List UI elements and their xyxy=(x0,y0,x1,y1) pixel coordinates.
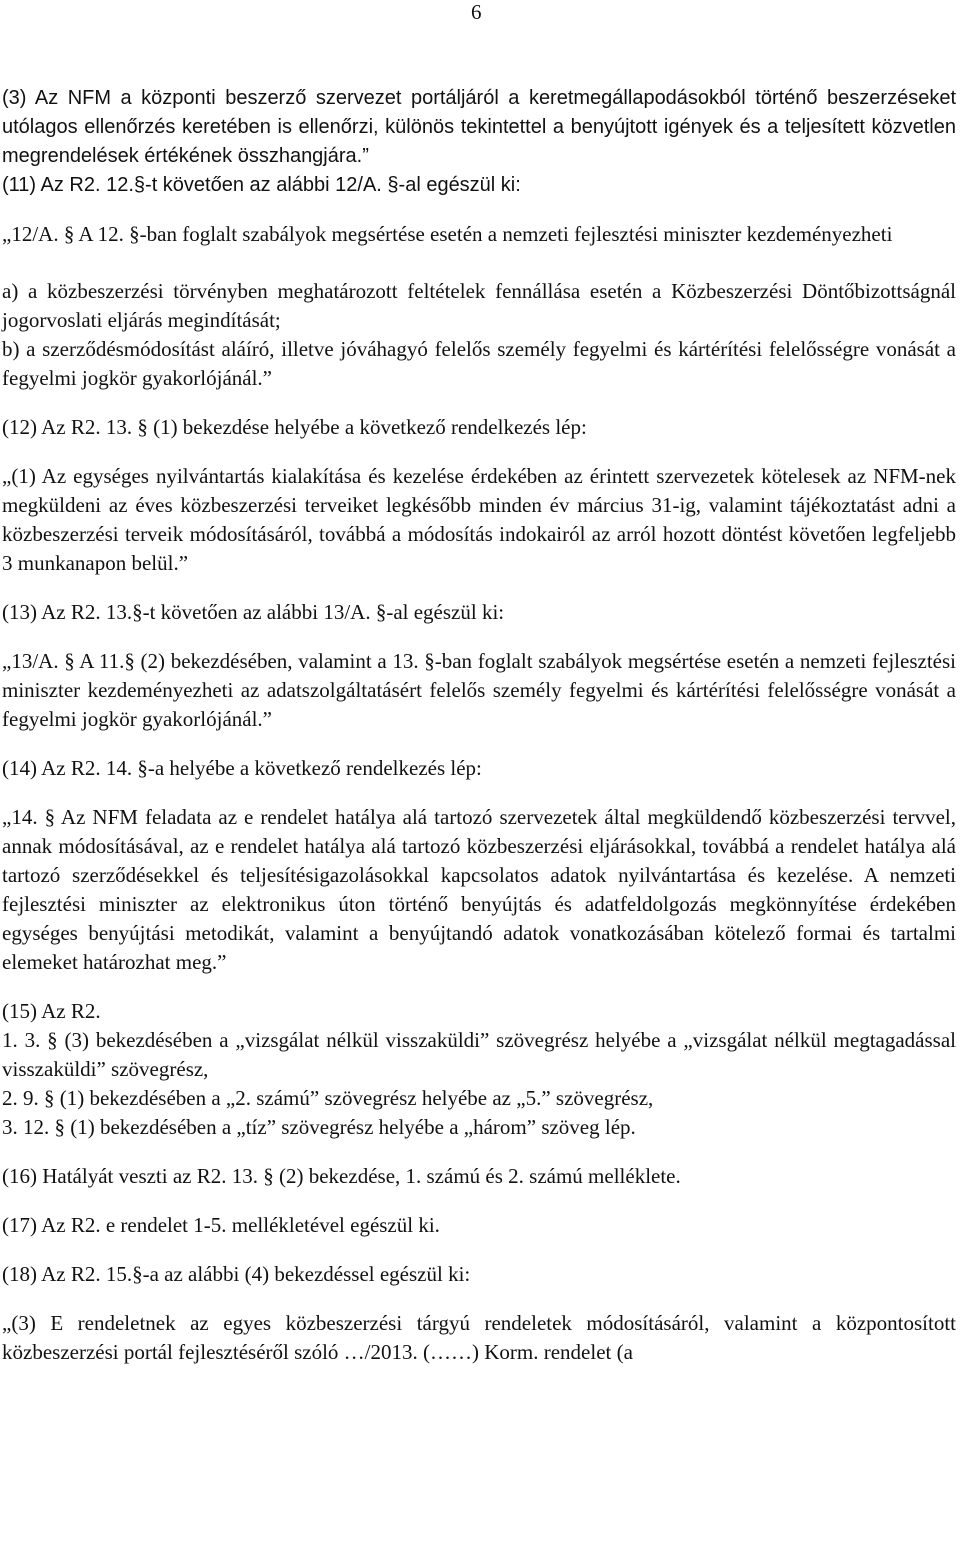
paragraph: „12/A. § A 12. §-ban foglalt szabályok megsértése esetén a nemzeti fejlesztési miniszter kezdeményezheti xyxy=(2,222,893,246)
paragraph: (11) Az R2. 12.§-t követően az alábbi 12/A. §-al egészül ki: xyxy=(2,174,521,196)
paragraph: „(1) Az egységes nyilvántartás kialakítása és kezelése érdekében az érintett szervezetek kötelesek az NFM-nek megküldeni az éves közbeszerzési terveiket legkésőbb minden év március 31-ig, valamint tájékoztatást adni a közbeszerzési terveik módosításáról, továbbá a módosítás indokairól az arról hozott döntést követően legfeljebb 3 munkanapon belül.” xyxy=(2,464,956,575)
paragraph: (13) Az R2. 13.§-t követően az alábbi 13/A. §-al egészül ki: xyxy=(2,600,505,624)
paragraph: 2. 9. § (1) bekezdésében a „2. számú” szövegrész helyébe az „5.” szövegrész, xyxy=(2,1086,654,1110)
paragraph: b) a szerződésmódosítást aláíró, illetve jóváhagyó felelős személy fegyelmi és kártérítési felelősségre vonását a fegyelmi jogkör gyakorlójánál.” xyxy=(2,337,956,390)
page-number: 6 xyxy=(471,0,482,24)
paragraph: (18) Az R2. 15.§-a az alábbi (4) bekezdéssel egészül ki: xyxy=(2,1262,471,1286)
paragraph: (15) Az R2. xyxy=(2,999,101,1023)
paragraph: (14) Az R2. 14. §-a helyébe a következő rendelkezés lép: xyxy=(2,756,482,780)
paragraph: (12) Az R2. 13. § (1) bekezdése helyébe a következő rendelkezés lép: xyxy=(2,415,587,439)
paragraph: „13/A. § A 11.§ (2) bekezdésében, valamint a 13. §-ban foglalt szabályok megsértése esetén a nemzeti fejlesztési miniszter kezdeményezheti az adatszolgáltatásért felelős személy fegyelmi és kártérítési felelősségre vonását a fegyelmi jogkör gyakorlójánál.” xyxy=(2,649,956,731)
document-body xyxy=(2,84,956,1367)
paragraph: (3) Az NFM a központi beszerző szervezet portáljáról a keretmegállapodásokból történő beszerzéseket utólagos ellenőrzés keretében is ellenőrzi, különös tekintettel a benyújtott igények és a teljesített közvetlen megrendelések értékének összhangjára.” xyxy=(2,87,956,167)
paragraph: (16) Hatályát veszti az R2. 13. § (2) bekezdése, 1. számú és 2. számú melléklete. xyxy=(2,1164,681,1188)
paragraph: „(3) E rendeletnek az egyes közbeszerzési tárgyú rendeletek módosításáról, valamint a központosított közbeszerzési portál fejlesztéséről szóló …/2013. (……) Korm. rendelet (a xyxy=(2,1311,956,1364)
paragraph: 1. 3. § (3) bekezdésében a „vizsgálat nélkül visszaküldi” szövegrész helyébe a „vizsgálat nélkül megtagadással visszaküldi” szövegrész, xyxy=(2,1028,956,1081)
paragraph: 3. 12. § (1) bekezdésében a „tíz” szövegrész helyébe a „három” szöveg lép. xyxy=(2,1115,636,1139)
paragraph: „14. § Az NFM feladata az e rendelet hatálya alá tartozó szervezetek által megküldendő közbeszerzési tervvel, annak módosításával, az e rendelet hatálya alá tartozó közbeszerzési eljárásokkal, továbbá a rendelet hatálya alá tartozó szerződésekkel és teljesítésigazolásokkal kapcsolatos adatok nyilvántartása és kezelése. A nemzeti fejlesztési miniszter az elektronikus úton történő benyújtás és adatfeldolgozás megkönnyítése érdekében egységes benyújtási metodikát, valamint a benyújtandó adatok vonatkozásában kötelező formai és tartalmi elemeket határozhat meg.” xyxy=(2,805,956,974)
paragraph: a) a közbeszerzési törvényben meghatározott feltételek fennállása esetén a Közbeszerzési Döntőbizottságnál jogorvoslati eljárás megindítását; xyxy=(2,279,956,332)
paragraph: (17) Az R2. e rendelet 1-5. mellékletével egészül ki. xyxy=(2,1213,440,1237)
